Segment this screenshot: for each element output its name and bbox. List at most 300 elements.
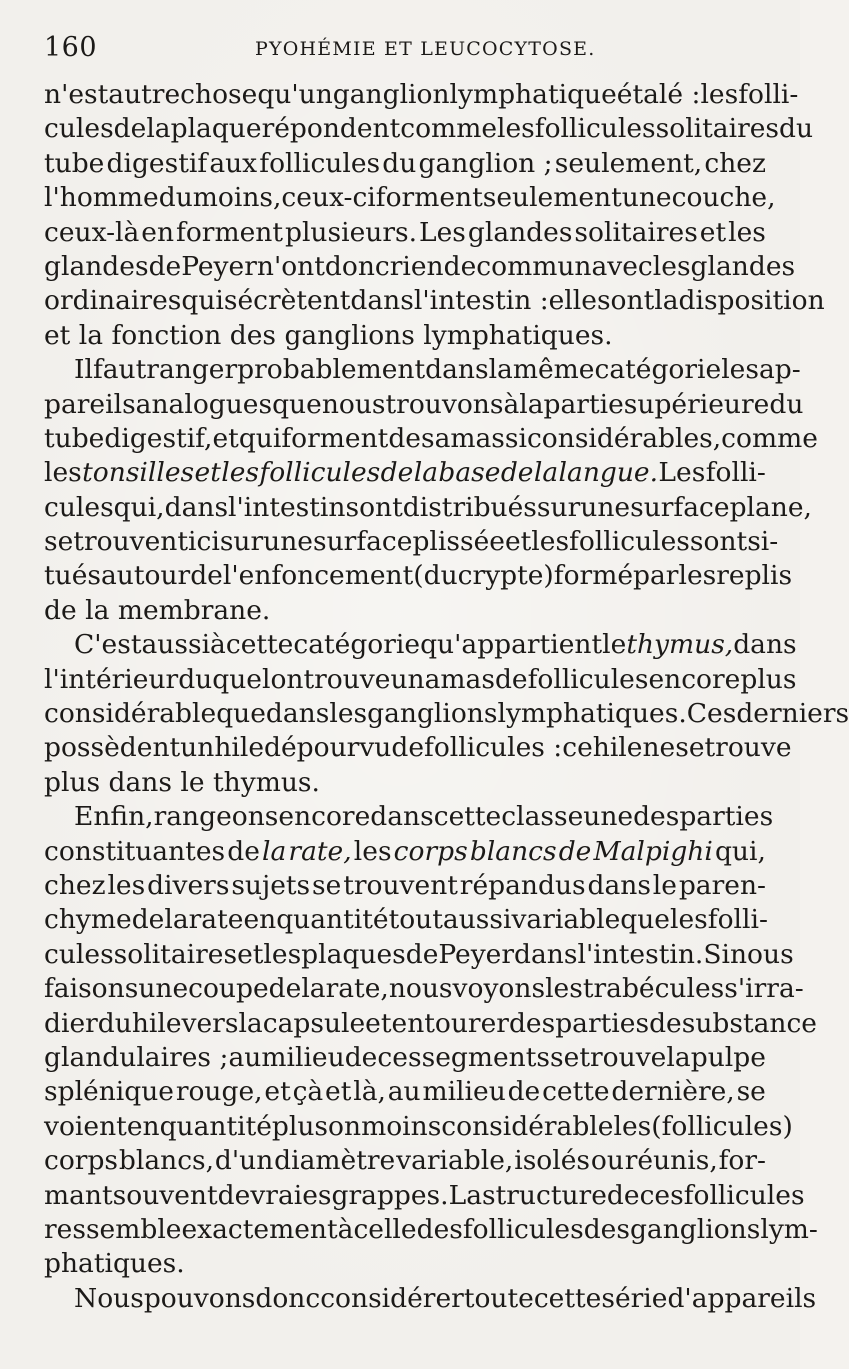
- word: considérer: [320, 1282, 464, 1314]
- word: amas: [434, 422, 505, 454]
- word: glandes: [467, 216, 573, 248]
- word: cette: [542, 1076, 610, 1108]
- word: chez: [44, 869, 106, 901]
- word: qui: [238, 422, 282, 454]
- word: série: [601, 1282, 668, 1314]
- word: et: [212, 422, 239, 454]
- word: follicules: [569, 526, 690, 558]
- word: follicules: [259, 457, 381, 489]
- word: si: [504, 422, 527, 454]
- word: s'irra-: [724, 973, 804, 1005]
- word: les: [721, 354, 759, 386]
- word: ceux-ci: [281, 182, 376, 214]
- word: folli-: [705, 457, 766, 489]
- word: du: [158, 182, 193, 214]
- word: du: [97, 1007, 132, 1039]
- word: ranger: [146, 354, 238, 386]
- word: structure: [482, 1179, 607, 1211]
- word: tués: [44, 560, 101, 592]
- word: langue.: [558, 457, 659, 489]
- word: dans: [733, 629, 797, 661]
- word: les: [353, 835, 392, 867]
- word: une: [621, 182, 672, 214]
- word: des: [508, 1007, 556, 1039]
- word: trouvent: [73, 526, 189, 558]
- word: souvent: [112, 1179, 218, 1211]
- word: trouve: [704, 732, 792, 764]
- word: nous: [388, 973, 453, 1005]
- word: pouvons: [143, 1282, 256, 1314]
- word: plusieurs.: [284, 216, 418, 248]
- word: une: [138, 973, 189, 1005]
- word: ap-: [758, 354, 801, 386]
- word: ces: [377, 1041, 422, 1073]
- word: partie: [543, 388, 624, 420]
- word: Peyer: [181, 250, 257, 282]
- word: moins,: [192, 182, 282, 214]
- word: plus: [44, 766, 101, 798]
- word: même: [512, 354, 595, 386]
- word: Malpighi: [593, 835, 713, 867]
- word: considérable: [44, 698, 217, 730]
- word: donc: [324, 250, 390, 282]
- word: plaque: [170, 113, 262, 145]
- text-line: [44, 525, 779, 559]
- word: on: [328, 1110, 362, 1142]
- word: follicules: [462, 1213, 584, 1245]
- word: de: [494, 663, 528, 695]
- page-header: [40, 32, 765, 68]
- word: en: [126, 1110, 160, 1142]
- word: que: [620, 904, 670, 936]
- word: qui,: [714, 835, 766, 867]
- word: plissée: [412, 526, 505, 558]
- word: splénique: [44, 1076, 174, 1108]
- word: encore: [278, 801, 371, 833]
- text-line: [44, 628, 797, 662]
- word: et: [699, 216, 727, 248]
- word: cette: [533, 1282, 602, 1314]
- page-number: 160: [44, 32, 98, 63]
- word: si-: [747, 526, 779, 558]
- word: du: [779, 113, 814, 145]
- text-line: [44, 903, 766, 937]
- word: capsule: [262, 1007, 366, 1039]
- word: les: [670, 904, 708, 936]
- word: la: [146, 113, 171, 145]
- word: ganglions: [367, 698, 498, 730]
- word: ganglion ;: [418, 147, 553, 179]
- word: follicules: [259, 147, 381, 179]
- word: lymphatique: [449, 79, 617, 110]
- word: avec: [591, 250, 653, 282]
- word: trouve: [579, 1041, 667, 1073]
- word: ce: [562, 732, 593, 764]
- word: cette: [433, 801, 502, 833]
- word: que: [216, 698, 266, 730]
- word: glandulaires ;: [44, 1041, 229, 1073]
- text-line: [44, 284, 825, 318]
- text-line: [44, 112, 814, 146]
- word: trouvons: [385, 388, 504, 420]
- word: une: [263, 526, 313, 558]
- word: paren-: [678, 869, 766, 901]
- word: se: [44, 526, 74, 558]
- word: çà: [292, 1076, 324, 1108]
- word: en: [243, 904, 277, 936]
- word: et: [325, 1076, 352, 1108]
- word: dans: [350, 285, 414, 317]
- word: que: [272, 388, 322, 420]
- word: n'ont: [256, 250, 325, 282]
- word: (follicules): [651, 1110, 793, 1142]
- word: lymphatiques.: [497, 698, 687, 730]
- word: corps: [393, 835, 468, 867]
- word: glandes: [690, 250, 796, 282]
- word: par: [633, 560, 679, 592]
- word: l'enfoncement: [222, 560, 414, 592]
- word: phatiques.: [44, 1248, 185, 1280]
- word: replis: [716, 560, 793, 592]
- word: amas: [424, 663, 495, 695]
- word: aux: [209, 147, 258, 179]
- word: Les: [419, 216, 466, 248]
- word: distribués: [402, 491, 537, 523]
- word: follicules :: [424, 732, 563, 764]
- word: et: [44, 319, 71, 351]
- text-line: [44, 697, 849, 731]
- word: dans: [514, 938, 578, 970]
- word: de: [649, 1007, 682, 1039]
- word: variable,: [396, 1145, 514, 1177]
- word: tonsilles: [82, 457, 195, 489]
- word: toute: [463, 1282, 534, 1314]
- word: les: [263, 938, 302, 970]
- word: au: [228, 1041, 262, 1073]
- word: entourer: [391, 1007, 509, 1039]
- word: qui,: [113, 491, 165, 523]
- word: répandus: [459, 869, 586, 901]
- word: de: [500, 457, 534, 489]
- word: ressemble: [44, 1213, 182, 1245]
- text-line: [44, 1041, 766, 1075]
- word: en: [141, 216, 175, 248]
- word: Les: [658, 457, 706, 489]
- word: elles: [548, 285, 611, 317]
- text-line: [44, 594, 766, 628]
- word: forment: [281, 422, 389, 454]
- text-line: [44, 1110, 793, 1144]
- text-line: [44, 78, 799, 112]
- text-line: [44, 731, 792, 765]
- word: divers: [147, 869, 230, 901]
- word: on: [270, 663, 304, 695]
- word: la: [654, 285, 679, 317]
- word: isolés: [514, 1145, 591, 1177]
- word: thymus,: [626, 629, 734, 661]
- word: digestif: [106, 147, 208, 179]
- word: dans: [370, 801, 434, 833]
- word: dans: [108, 766, 172, 798]
- word: nous: [729, 938, 794, 970]
- word: ordinaires: [44, 285, 182, 317]
- word: des: [388, 422, 435, 454]
- text-line: [44, 1179, 805, 1213]
- text-line: [44, 835, 766, 869]
- word: rangeons: [153, 801, 279, 833]
- word: des: [583, 1213, 630, 1245]
- word: sujets: [231, 869, 311, 901]
- word: for-: [718, 1145, 766, 1177]
- word: autour: [101, 560, 191, 592]
- word: de: [391, 732, 425, 764]
- word: se: [312, 869, 342, 901]
- text-line: [44, 766, 766, 800]
- word: de: [507, 1076, 541, 1108]
- word: celle: [353, 1213, 417, 1245]
- word: seulement,: [554, 147, 703, 179]
- word: rate: [188, 904, 244, 936]
- word: dernière,: [611, 1076, 735, 1108]
- text-line: [44, 422, 818, 456]
- word: corps: [44, 1145, 119, 1177]
- word: le: [602, 629, 627, 661]
- word: follicules: [534, 113, 656, 145]
- word: blancs,: [118, 1145, 215, 1177]
- text-line: [44, 663, 797, 697]
- word: Peyer: [438, 938, 515, 970]
- word: les: [497, 113, 535, 145]
- text-line: [44, 869, 766, 903]
- word: thymus.: [213, 766, 320, 798]
- word: pareils: [44, 388, 136, 420]
- word: surface: [630, 491, 730, 523]
- word: de: [268, 973, 302, 1005]
- word: quantité: [159, 1110, 272, 1142]
- word: sur: [536, 491, 581, 523]
- word: La: [448, 1179, 482, 1211]
- word: étalé :: [616, 79, 701, 110]
- word: vraies: [250, 1179, 332, 1211]
- word: classe: [501, 801, 584, 833]
- word: crypte): [457, 560, 554, 592]
- word: disposition: [678, 285, 825, 317]
- word: plus: [271, 1110, 329, 1142]
- word: se: [736, 1076, 766, 1108]
- word: du: [769, 388, 804, 420]
- word: cette: [225, 629, 294, 661]
- word: membrane.: [117, 594, 271, 626]
- word: cules: [44, 113, 114, 145]
- word: du: [382, 147, 417, 179]
- word: derniers: [736, 698, 849, 730]
- word: vers: [181, 1007, 239, 1039]
- word: supérieure: [623, 388, 770, 420]
- word: digestif,: [104, 422, 213, 454]
- text-line: [44, 972, 804, 1006]
- word: la: [519, 388, 544, 420]
- word: lymphatiques.: [423, 319, 613, 351]
- word: dier: [44, 1007, 98, 1039]
- word: trouvent: [343, 869, 458, 901]
- word: plus: [740, 663, 797, 695]
- text-line: [44, 1247, 766, 1281]
- word: glandes: [44, 250, 149, 282]
- word: sont: [345, 491, 403, 523]
- word: la: [238, 1007, 263, 1039]
- text-line: [44, 800, 774, 834]
- word: la: [85, 594, 110, 626]
- running-head: PYOHÉMIE ET LEUCOCYTOSE.: [255, 38, 596, 60]
- word: base: [438, 457, 501, 489]
- word: n'est: [44, 79, 109, 110]
- word: chose: [180, 79, 258, 110]
- word: fonction: [111, 319, 222, 351]
- word: Enfin,: [74, 801, 154, 833]
- word: ont: [610, 285, 655, 317]
- text-line: [44, 147, 766, 181]
- word: le: [652, 869, 677, 901]
- word: une: [580, 491, 631, 523]
- word: la: [301, 973, 326, 1005]
- word: forment: [375, 182, 483, 214]
- word: les: [44, 457, 82, 489]
- word: rouge,: [175, 1076, 263, 1108]
- word: hile: [592, 732, 643, 764]
- word: dans: [265, 698, 330, 730]
- word: les: [678, 560, 717, 592]
- word: milieu: [261, 1041, 345, 1073]
- word: et: [504, 526, 532, 558]
- word: à: [503, 388, 520, 420]
- text-line: [44, 250, 796, 284]
- word: de: [44, 594, 77, 626]
- word: les: [531, 526, 570, 558]
- word: l'intérieur: [44, 663, 179, 695]
- word: ne: [642, 732, 676, 764]
- word: duquel: [178, 663, 271, 695]
- word: folli-: [707, 904, 768, 936]
- word: rate,: [325, 973, 389, 1005]
- word: quantité: [276, 904, 389, 936]
- word: de: [217, 1179, 251, 1211]
- text-line: [44, 1007, 817, 1041]
- word: diamètre: [274, 1145, 396, 1177]
- word: donc: [255, 1282, 321, 1314]
- word: substance: [681, 1007, 817, 1039]
- text-line: [44, 353, 801, 387]
- word: réunis,: [624, 1145, 718, 1177]
- word: grappes.: [331, 1179, 449, 1211]
- word: la: [262, 835, 287, 867]
- word: le: [180, 766, 205, 798]
- word: ceux-là: [44, 216, 140, 248]
- word: ganglions: [629, 1213, 761, 1245]
- word: aussi: [141, 629, 211, 661]
- word: les: [545, 973, 583, 1005]
- text-line: [44, 456, 766, 490]
- word: la: [413, 457, 438, 489]
- word: de: [344, 1041, 378, 1073]
- word: répondent: [261, 113, 401, 145]
- word: tube: [44, 147, 105, 179]
- word: les: [652, 250, 691, 282]
- word: segments: [421, 1041, 550, 1073]
- word: se: [550, 1041, 580, 1073]
- word: trabécules: [582, 973, 725, 1005]
- word: follicules: [527, 663, 649, 695]
- word: qui: [181, 285, 224, 317]
- word: de: [558, 835, 592, 867]
- word: d'appareils: [667, 1282, 817, 1314]
- text-line: [44, 216, 766, 250]
- word: comme: [721, 422, 818, 454]
- word: comme: [400, 113, 498, 145]
- word: un: [390, 663, 425, 695]
- word: les: [329, 698, 368, 730]
- word: trouve: [303, 663, 391, 695]
- word: sont: [689, 526, 748, 558]
- word: de: [148, 250, 182, 282]
- word: la: [164, 904, 189, 936]
- word: autre: [108, 79, 181, 110]
- word: tube: [44, 422, 105, 454]
- word: considérables,: [526, 422, 722, 454]
- word: Il: [74, 354, 93, 386]
- word: chez: [704, 147, 766, 179]
- word: faut: [92, 354, 147, 386]
- word: encore: [648, 663, 741, 695]
- word: catégorie: [594, 354, 722, 386]
- text-line: [44, 388, 804, 422]
- word: plane,: [729, 491, 812, 523]
- word: et: [365, 1007, 392, 1039]
- text-line: [44, 181, 776, 215]
- word: exactement: [181, 1213, 338, 1245]
- word: voyons: [452, 973, 546, 1005]
- word: aussi: [442, 904, 512, 936]
- word: de: [190, 560, 223, 592]
- word: la: [488, 354, 513, 386]
- word: et: [264, 1076, 291, 1108]
- text-line: [44, 491, 812, 525]
- word: faisons: [44, 973, 139, 1005]
- word: folli-: [738, 79, 799, 110]
- word: forment: [176, 216, 283, 248]
- word: les: [221, 457, 260, 489]
- word: solitaires: [574, 216, 698, 248]
- word: au: [387, 1076, 421, 1108]
- word: de: [113, 113, 147, 145]
- word: C'est: [74, 629, 142, 661]
- word: formé: [553, 560, 634, 592]
- word: des: [416, 1213, 463, 1245]
- word: de: [131, 904, 165, 936]
- word: variable: [511, 904, 621, 936]
- word: et: [237, 938, 264, 970]
- word: à: [337, 1213, 354, 1245]
- word: hile: [214, 732, 265, 764]
- word: Ces: [686, 698, 737, 730]
- word: possèdent: [44, 732, 181, 764]
- word: là,: [353, 1076, 386, 1108]
- word: parties: [555, 1007, 650, 1039]
- word: la: [533, 457, 559, 489]
- word: tout: [388, 904, 443, 936]
- word: se: [675, 732, 705, 764]
- word: milieu: [422, 1076, 506, 1108]
- word: de: [405, 938, 439, 970]
